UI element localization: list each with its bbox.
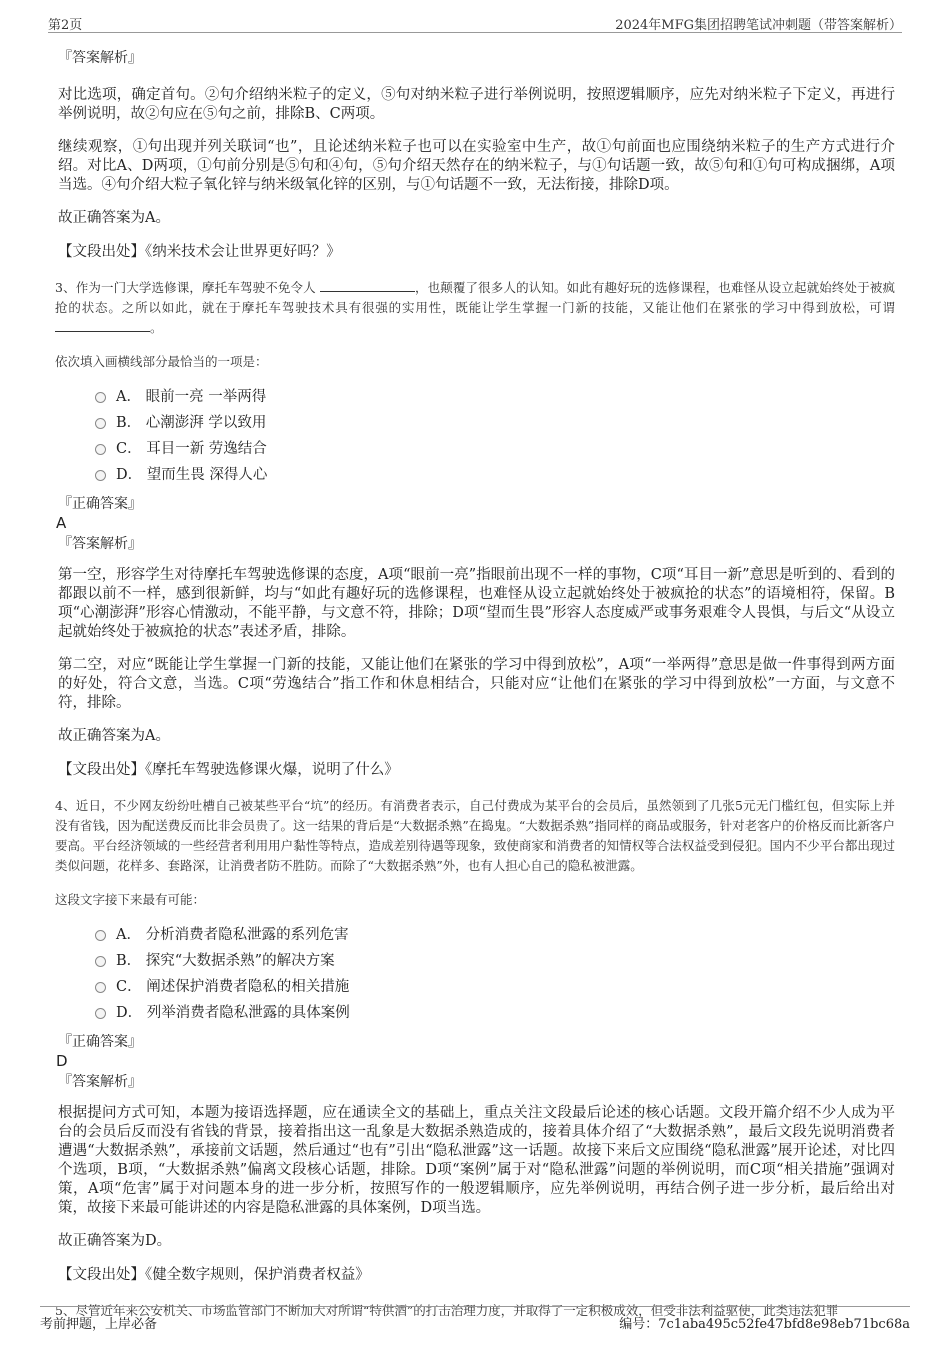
correct-answer: A — [56, 514, 67, 532]
page-number: 第2页 — [48, 18, 83, 33]
explanation-label: 『答案解析』 — [58, 1074, 142, 1090]
option-c[interactable]: C． 耳目一新 劳逸结合 — [95, 436, 895, 462]
page-header — [48, 12, 902, 33]
explanation-paragraph: 继续观察，①句出现并列关联词“也”，且论述纳米粒子也可以在实验室中生产，故①句前面也应围绕纳米粒子的生产方式进行介绍。对比A、D两项，①句前分别是⑤句和④句，⑤句介绍天然存在的纳米粒子，与①句话题一致，故⑤句和①句可构成捆绑，A项当选。④句介绍大粒子氧化锌与纳米级氧化锌的区别，与①句话题不一致，无法衔接，排除D项。 — [58, 139, 895, 193]
footer-slogan: 考前押题，上岸必备 — [40, 1317, 158, 1332]
explanation-paragraph: 对比选项，确定首句。②句介绍纳米粒子的定义，⑤句对纳米粒子进行举例说明，按照逻辑顺序，应先对纳米粒子下定义，再进行举例说明，故②句应在⑤句之前，排除B、C两项。 — [58, 87, 895, 122]
answer-conclusion: 故正确答案为D。 — [58, 1233, 172, 1249]
document-body — [55, 48, 895, 1318]
correct-answer-label: 『正确答案』 — [58, 1034, 142, 1050]
radio-button[interactable] — [95, 982, 106, 993]
option-c[interactable]: C． 阐述保护消费者隐私的相关措施 — [95, 974, 895, 1000]
radio-button[interactable] — [95, 930, 106, 941]
page-footer — [40, 1306, 910, 1332]
explanation-label: 『答案解析』 — [58, 50, 142, 66]
question-5-text: 5、尽管近年来公安机关、市场监管部门不断加大对所谓“特供酒”的打击治理力度，并取得了一定积极成效，但受非法利益驱使，此类违法犯罪 — [55, 1303, 839, 1318]
answer-conclusion: 故正确答案为A。 — [58, 728, 170, 744]
option-b[interactable]: B． 探究“大数据杀熟”的解决方案 — [95, 948, 895, 974]
radio-button[interactable] — [95, 418, 106, 429]
option-a[interactable]: A． 分析消费者隐私泄露的系列危害 — [95, 922, 895, 948]
source-citation: 【文段出处】《健全数字规则，保护消费者权益》 — [58, 1267, 370, 1283]
fill-blank — [55, 319, 150, 332]
radio-button[interactable] — [95, 1008, 106, 1019]
source-citation: 【文段出处】《摩托车驾驶选修课火爆，说明了什么》 — [58, 762, 399, 778]
question-3-options — [95, 384, 895, 488]
correct-answer: D — [56, 1052, 68, 1070]
explanation-paragraph: 根据提问方式可知，本题为接语选择题，应在通读全文的基础上，重点关注文段最后论述的核心话题。文段开篇介绍不少人成为平台的会员后反而没有省钱的背景，接着指出这一乱象是大数据杀熟造成的，接着具体介绍了“大数据杀熟”，最后文段先说明消费者遭遇“大数据杀熟”，承接前文话题，然后通过“也有”引出“隐私泄露”这一话题。故接下来后文应围绕“隐私泄露”展开论述，对比四个选项，B项，“大数据杀熟”偏离文段核心话题，排除。D项“案例”属于对“隐私泄露”问题的举例说明，而C项“相关措施”强调对策，A项“危害”属于对问题本身的进一步分析，按照写作的一般逻辑顺序，应先举例说明，再结合例子进一步分析，最后给出对策，故接下来最可能讲述的内容是隐私泄露的具体案例，D项当选。 — [58, 1105, 895, 1216]
question-3-prompt: 依次填入画横线部分最恰当的一项是： — [55, 354, 268, 369]
correct-answer-label: 『正确答案』 — [58, 496, 142, 512]
explanation-label: 『答案解析』 — [58, 536, 142, 552]
radio-button[interactable] — [95, 470, 106, 481]
document-id: 编号：7c1aba495c52fe47bfd8e98eb71bc68a — [619, 1317, 910, 1332]
document-title: 2024年MFG集团招聘笔试冲刺题（带答案解析） — [615, 18, 902, 33]
option-d[interactable]: D． 列举消费者隐私泄露的具体案例 — [95, 1000, 895, 1026]
answer-conclusion: 故正确答案为A。 — [58, 210, 170, 226]
radio-button[interactable] — [95, 444, 106, 455]
option-d[interactable]: D． 望而生畏 深得人心 — [95, 462, 895, 488]
radio-button[interactable] — [95, 392, 106, 403]
explanation-paragraph: 第二空，对应“既能让学生掌握一门新的技能，又能让他们在紧张的学习中得到放松”，A项“一举两得”意思是做一件事得到两方面的好处，符合文意，当选。C项“劳逸结合”指工作和休息相结合，只能对应“让他们在紧张的学习中得到放松”一方面，与文意不符，排除。 — [58, 657, 895, 711]
question-4-text: 4、近日，不少网友纷纷吐槽自己被某些平台“坑”的经历。有消费者表示，自己付费成为某平台的会员后，虽然领到了几张5元无门槛红包，但实际上并没有省钱，因为配送费反而比非会员贵了。这一结果的背后是“大数据杀熟”在捣鬼。“大数据杀熟”指同样的商品或服务，针对老客户的价格反而比新客户要高。平台经济领域的一些经营者利用用户黏性等特点，造成差别待遇等现象，致使商家和消费者的知情权等合法权益受到侵犯。国内不少平台都出现过类似问题，花样多、套路深，让消费者防不胜防。而除了“大数据杀熟”外，也有人担心自己的隐私被泄露。 — [55, 798, 895, 873]
source-citation: 【文段出处】《纳米技术会让世界更好吗？》 — [58, 244, 341, 260]
fill-blank — [320, 279, 415, 292]
option-a[interactable]: A． 眼前一亮 一举两得 — [95, 384, 895, 410]
question-3-text: 3、作为一门大学选修课，摩托车驾驶不免令人 ，也颠覆了很多人的认知。如此有趣好玩的选修课程，也难怪从设立起就始终处于被疯抢的状态。之所以如此，就在于摩托车驾驶技术具有很强的实用性，既能让学生掌握一门新的技能，又能让他们在紧张的学习中得到放松，可谓 。 — [55, 280, 895, 335]
question-4-prompt: 这段文字接下来最有可能： — [55, 892, 206, 907]
question-4-options — [95, 922, 895, 1026]
explanation-paragraph: 第一空，形容学生对待摩托车驾驶选修课的态度，A项“眼前一亮”指眼前出现不一样的事物，C项“耳目一新”意思是听到的、看到的都跟以前不一样，感到很新鲜，均与“如此有趣好玩的选修课程，也难怪从设立起就始终处于被疯抢的状态”的语境相符，保留。B项“心潮澎湃”形容心情激动，不能平静，与文意不符，排除；D项“望而生畏”形容人态度威严或事务艰难令人畏惧，与后文“从设立起就始终处于被疯抢的状态”表述矛盾，排除。 — [58, 567, 895, 640]
option-b[interactable]: B． 心潮澎湃 学以致用 — [95, 410, 895, 436]
radio-button[interactable] — [95, 956, 106, 967]
